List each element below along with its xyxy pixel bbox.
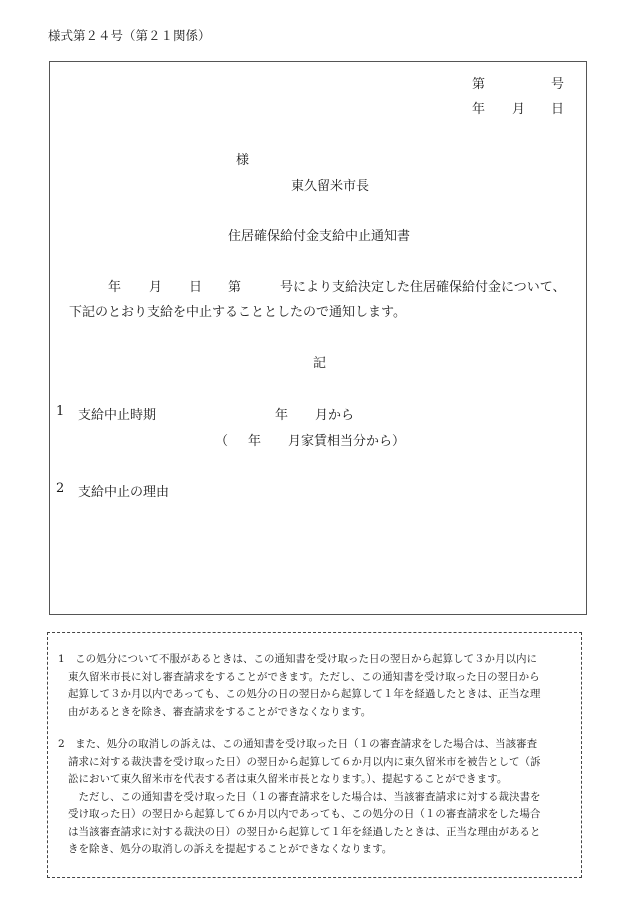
- note-line: 受け取った日）の翌日から起算して６か月以内であっても、この処分の日（１の審査請求をした場合: [68, 808, 541, 820]
- item2-number: 2: [56, 481, 65, 496]
- form-id: 様式第２４号（第２１関係）: [48, 28, 211, 43]
- item1-number: 1: [56, 404, 65, 419]
- body-year: 年: [108, 280, 122, 295]
- note-line: 請求に対する裁決書を受け取った日）の翌日から起算して６か月以内に東久留米市を被告として（訴: [68, 755, 541, 768]
- date-year-label: 年: [472, 102, 486, 117]
- notice-form-box: [49, 61, 587, 615]
- ki-heading: 記: [313, 356, 327, 371]
- item1-month: 月から: [315, 408, 355, 423]
- body-line2: 下記のとおり支給を中止することとしたので通知します。: [69, 305, 406, 320]
- note-line: 東久留米市長に対し審査請求をすることができます。ただし、この通知書を受け取った日の翌日から: [68, 670, 540, 683]
- body-line1-rest: 号により支給決定した住居確保給付金について、: [280, 280, 566, 295]
- note-line: 由があるときを除き、審査請求をすることができなくなります。: [68, 705, 372, 718]
- note-line: 起算して３か月以内であっても、この処分の日の翌日から起算して１年を経過したときは、正当な理: [68, 688, 541, 700]
- item1-year: 年: [275, 408, 289, 423]
- item1-label: 支給中止時期: [78, 408, 157, 423]
- note-line: きを除き、処分の取消しの訴えを提起することができなくなります。: [68, 843, 393, 855]
- date-month-label: 月: [512, 102, 526, 117]
- document-title: 住居確保給付金支給中止通知書: [228, 229, 411, 244]
- note-line: は当該審査請求に対する裁決の日）の翌日から起算して１年を経過したときは、正当な理由があると: [68, 825, 541, 838]
- note-line: 訟において東久留米市を代表する者は東久留米市長となります。）、提起することができます。: [68, 773, 508, 785]
- number-label-right: 号: [551, 77, 565, 92]
- note-line: 2 また、処分の取消しの訴えは、この通知書を受け取った日（１の審査請求をした場合は、当該審査: [58, 738, 538, 750]
- appeal-note-2: [58, 736, 541, 859]
- item1-sub-rest: 月家賃相当分から）: [288, 434, 406, 449]
- note-line: ただし、この通知書を受け取った日（１の審査請求をした場合は、当該審査請求に対する裁決書を: [68, 790, 541, 803]
- addressee-honorific: 様: [236, 153, 250, 168]
- sender-name: 東久留米市長: [291, 179, 370, 194]
- item2-label: 支給中止の理由: [78, 485, 170, 500]
- date-day-label: 日: [551, 102, 565, 117]
- item1-sub-open: （: [215, 434, 229, 449]
- appeal-note-1: [58, 651, 540, 721]
- body-month: 月: [149, 280, 163, 295]
- note-line: 1 この処分について不服があるときは、この通知書を受け取った日の翌日から起算して３か月以内に: [58, 653, 537, 665]
- item1-sub-year: 年: [248, 434, 262, 449]
- number-label-left: 第: [472, 77, 486, 92]
- body-dai: 第: [228, 280, 242, 295]
- body-day: 日: [189, 280, 203, 295]
